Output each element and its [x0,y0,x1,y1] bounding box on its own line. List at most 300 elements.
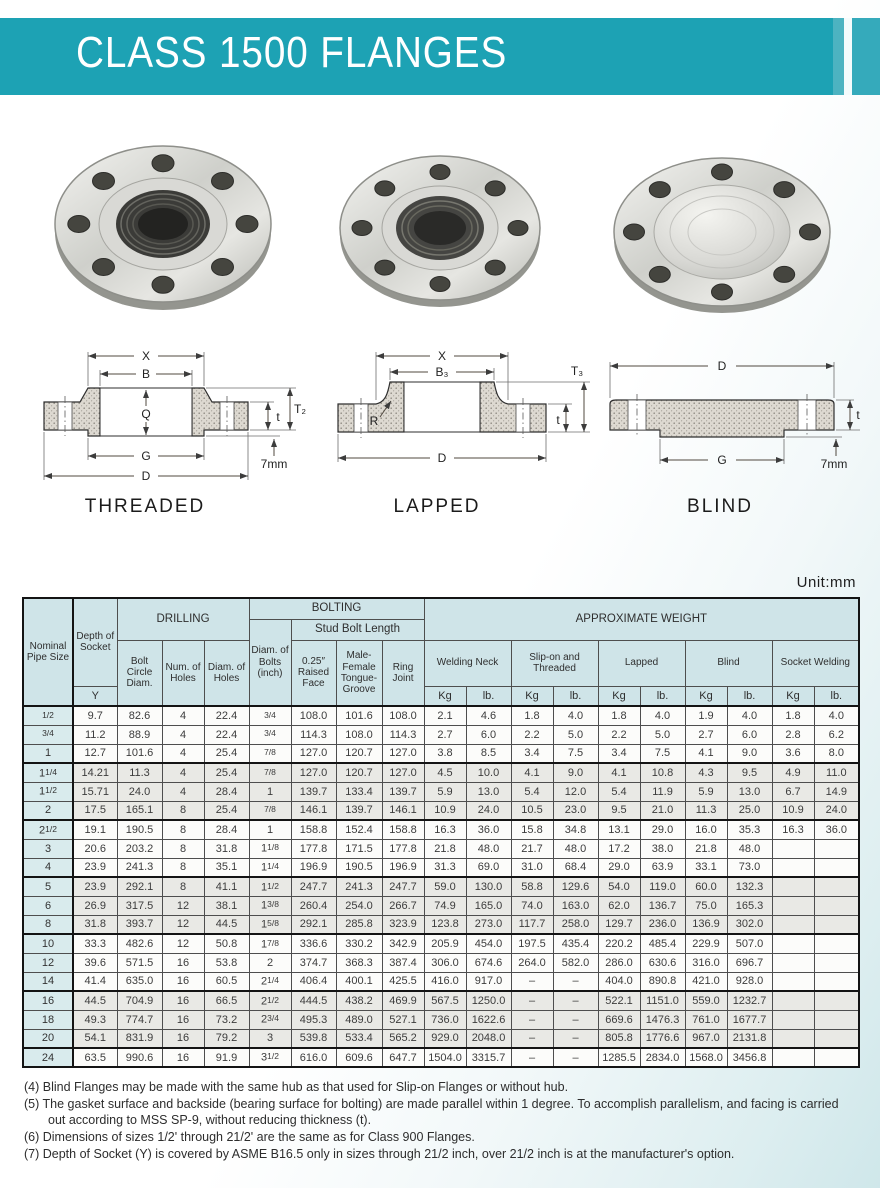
table-cell: 11/2 [249,877,291,896]
table-cell: 696.7 [727,953,772,972]
table-cell: 108.0 [382,706,424,725]
table-cell: 11/4 [249,858,291,877]
footnote: (7) Depth of Socket (Y) is covered by ASME B16.5 only in sizes through 21/2 inch, over 21/2 inch is at the manufacturer's option. [24,1147,735,1161]
header-kg: Kg [511,686,553,706]
row-size-cell: 3/4 [23,725,73,744]
table-cell: 1677.7 [727,1010,772,1029]
table-cell: 63.5 [73,1048,117,1067]
table-cell: 582.0 [553,953,598,972]
caption-lapped: LAPPED [393,496,481,517]
table-cell: 10.9 [772,801,814,820]
row-size-cell: 21/2 [23,820,73,839]
table-cell: 165.0 [466,896,511,915]
table-cell: 41.4 [73,972,117,991]
table-cell: 23.9 [73,877,117,896]
table-cell: 16.0 [685,820,727,839]
table-cell: 8 [162,839,204,858]
table-row [23,706,859,725]
table-cell: 2 [249,953,291,972]
dim-label-b: B [141,367,151,381]
table-cell: 9.0 [553,763,598,782]
table-cell: 527.1 [382,1010,424,1029]
table-cell: 123.8 [424,915,466,934]
table-cell: 9.5 [727,763,772,782]
table-cell: 127.0 [291,763,336,782]
dim-label-b3: B₃ [435,365,449,379]
table-cell: 2.7 [424,725,466,744]
table-cell: 507.0 [727,934,772,953]
table-row [23,763,859,782]
table-cell: 165.1 [117,801,162,820]
table-cell: 1.8 [511,706,553,725]
table-cell: 416.0 [424,972,466,991]
table-cell [772,1048,814,1067]
table-cell: 1250.0 [466,991,511,1010]
header-lb: lb. [814,686,859,706]
table-cell: 736.0 [424,1010,466,1029]
unit-label: Unit:mm [796,574,856,591]
table-cell: 1151.0 [640,991,685,1010]
table-cell: 16 [162,1048,204,1067]
header-kg: Kg [685,686,727,706]
table-cell: 28.4 [204,782,249,801]
header-diam-bolts: Diam. of Bolts (inch) [249,619,291,706]
row-size-cell: 6 [23,896,73,915]
table-cell: 438.2 [336,991,382,1010]
table-cell: 205.9 [424,934,466,953]
table-cell [772,896,814,915]
table-cell: 136.7 [640,896,685,915]
table-cell: 74.0 [511,896,553,915]
table-cell: 12 [162,896,204,915]
table-cell: 5.0 [553,725,598,744]
table-cell: 444.5 [291,991,336,1010]
table-cell: 129.6 [553,877,598,896]
table-cell: 4 [162,725,204,744]
row-size-cell: 16 [23,991,73,1010]
row-size-cell: 1 [23,744,73,763]
table-cell: 16.3 [772,820,814,839]
header-male-female: Male-Female Tongue-Groove [336,640,382,706]
table-cell: 21/4 [249,972,291,991]
table-cell: 616.0 [291,1048,336,1067]
dim-label-d: D [717,359,727,373]
table-cell: 21.8 [685,839,727,858]
table-cell: 127.0 [382,763,424,782]
table-row [23,858,859,877]
table-cell: 197.5 [511,934,553,953]
table-row [23,877,859,896]
table-cell: 63.9 [640,858,685,877]
banner-end-stripe [852,18,880,95]
table-row [23,820,859,839]
table-cell: 23.0 [553,801,598,820]
table-row [23,915,859,934]
table-cell: 12.0 [553,782,598,801]
table-cell: 9.5 [598,801,640,820]
header-approx-weight: APPROXIMATE WEIGHT [424,598,859,640]
table-cell: 8 [162,858,204,877]
header-kg: Kg [772,686,814,706]
table-cell: 374.7 [291,953,336,972]
table-cell: 33.3 [73,934,117,953]
table-cell: 7/8 [249,744,291,763]
table-cell [772,953,814,972]
table-cell [772,972,814,991]
table-cell: 101.6 [117,744,162,763]
table-cell: 16 [162,953,204,972]
header-kg: Kg [598,686,640,706]
table-cell: 258.0 [553,915,598,934]
table-cell: 11.2 [73,725,117,744]
table-cell: 5.4 [598,782,640,801]
table-cell: 54.1 [73,1029,117,1048]
table-cell: – [553,1010,598,1029]
table-cell: 12 [162,915,204,934]
table-cell: 58.8 [511,877,553,896]
table-cell: 12 [162,934,204,953]
table-cell: 9.7 [73,706,117,725]
table-cell [814,839,859,858]
table-cell: 485.4 [640,934,685,953]
caption-threaded: THREADED [84,496,206,517]
table-row [23,991,859,1010]
table-cell: 2.2 [511,725,553,744]
table-cell: 139.7 [291,782,336,801]
table-cell: 831.9 [117,1029,162,1048]
table-cell: 3.6 [772,744,814,763]
row-size-cell: 10 [23,934,73,953]
table-cell: 406.4 [291,972,336,991]
table-cell: 254.0 [336,896,382,915]
table-cell: – [553,1029,598,1048]
table-cell: 44.5 [204,915,249,934]
table-cell: 2.7 [685,725,727,744]
table-cell: 133.4 [336,782,382,801]
table-cell: 73.0 [727,858,772,877]
header-num-holes: Num. of Holes [162,640,204,706]
table-cell [814,877,859,896]
table-cell: 1504.0 [424,1048,466,1067]
table-cell: 7.5 [553,744,598,763]
table-cell [772,839,814,858]
dim-label-t: t [556,413,560,427]
table-cell: 3.4 [598,744,640,763]
table-cell: 13.0 [466,782,511,801]
table-cell: 1.8 [772,706,814,725]
table-cell: 805.8 [598,1029,640,1048]
header-lb: lb. [466,686,511,706]
table-cell: 1776.6 [640,1029,685,1048]
table-cell: 203.2 [117,839,162,858]
flange-dimension-table [22,597,860,1068]
blind-flange-diagram [588,342,868,492]
table-cell: 75.0 [685,896,727,915]
table-cell: 24.0 [466,801,511,820]
table-cell: 292.1 [117,877,162,896]
table-cell: 59.0 [424,877,466,896]
table-cell: 7.5 [640,744,685,763]
footnote: (4) Blind Flanges may be made with the same hub as that used for Slip-on Flanges or without hub. [24,1080,569,1094]
table-cell: 5.0 [640,725,685,744]
table-cell: 23.9 [73,858,117,877]
table-cell: 48.0 [466,839,511,858]
table-cell [814,953,859,972]
table-cell: – [511,1010,553,1029]
table-cell: 22.4 [204,706,249,725]
table-cell: 4 [162,744,204,763]
table-cell: 114.3 [291,725,336,744]
table-cell: 25.0 [727,801,772,820]
table-cell: 454.0 [466,934,511,953]
table-cell [814,1048,859,1067]
table-cell: 60.5 [204,972,249,991]
table-cell: 220.2 [598,934,640,953]
table-row [23,1048,859,1067]
table-cell: 567.5 [424,991,466,1010]
table-cell: 146.1 [382,801,424,820]
table-body [23,706,859,1067]
table-cell: 1476.3 [640,1010,685,1029]
header-depth-of-socket: Depth of Socket [73,598,117,686]
table-cell: 11.3 [117,763,162,782]
dim-label-r: R [369,414,379,428]
table-cell: 421.0 [685,972,727,991]
table-cell: 177.8 [291,839,336,858]
table-row [23,972,859,991]
table-cell: 317.5 [117,896,162,915]
table-cell: 2.2 [598,725,640,744]
header-kg: Kg [424,686,466,706]
row-size-cell: 20 [23,1029,73,1048]
table-cell [814,896,859,915]
table-cell: 264.0 [511,953,553,972]
table-cell: 11/8 [249,839,291,858]
table-cell: 2048.0 [466,1029,511,1048]
table-cell: 404.0 [598,972,640,991]
table-cell: 127.0 [382,744,424,763]
table-cell: 16 [162,972,204,991]
table-cell: 4.1 [685,744,727,763]
header-y: Y [73,686,117,706]
header-stud-bolt-length: Stud Bolt Length [291,619,424,640]
table-cell [814,934,859,953]
table-cell: 25.4 [204,801,249,820]
table-cell: 1 [249,782,291,801]
table-cell [772,858,814,877]
table-row [23,934,859,953]
table-cell: 21.0 [640,801,685,820]
table-cell: 48.0 [553,839,598,858]
table-cell: 10.8 [640,763,685,782]
table-cell: 31.8 [73,915,117,934]
table-cell: 196.9 [291,858,336,877]
caption-blind: BLIND [687,496,753,517]
table-cell: 669.6 [598,1010,640,1029]
table-cell: 241.3 [117,858,162,877]
table-cell: 74.9 [424,896,466,915]
table-cell: 2.8 [772,725,814,744]
row-size-cell: 11/4 [23,763,73,782]
table-cell: 4.9 [772,763,814,782]
table-cell: 425.5 [382,972,424,991]
table-cell [772,915,814,934]
dim-label-g: G [717,453,727,467]
row-size-cell: 11/2 [23,782,73,801]
table-cell: 31.8 [204,839,249,858]
row-size-cell: 12 [23,953,73,972]
table-cell: 33.1 [685,858,727,877]
table-cell: – [553,1048,598,1067]
table-cell: 4.1 [598,763,640,782]
table-cell: 6.7 [772,782,814,801]
table-cell: 38.0 [640,839,685,858]
table-cell: 3/4 [249,725,291,744]
table-cell: 5.9 [424,782,466,801]
table-cell: 50.8 [204,934,249,953]
table-cell: 967.0 [685,1029,727,1048]
table-cell: 1.9 [685,706,727,725]
table-cell: 1.8 [598,706,640,725]
table-cell: 495.3 [291,1010,336,1029]
table-row [23,896,859,915]
table-cell: 31/2 [249,1048,291,1067]
table-cell: 522.1 [598,991,640,1010]
table-cell: 4 [162,763,204,782]
table-row [23,1010,859,1029]
table-cell: 674.6 [466,953,511,972]
table-cell: 23/4 [249,1010,291,1029]
table-cell: 108.0 [291,706,336,725]
header-bolting: BOLTING [249,598,424,619]
table-cell: 25.4 [204,763,249,782]
table-cell: 387.4 [382,953,424,972]
dim-label-t2: T₂ [294,402,306,416]
table-cell: 4.0 [640,706,685,725]
header-ring-joint: Ring Joint [382,640,424,706]
table-cell: 36.0 [466,820,511,839]
table-cell: 2834.0 [640,1048,685,1067]
footnote: (6) Dimensions of sizes 1/2' through 21/2' are the same as for Class 900 Flanges. [24,1130,475,1144]
table-cell: 127.0 [291,744,336,763]
table-cell: 10.5 [511,801,553,820]
table-cell: 108.0 [336,725,382,744]
table-cell: 13/8 [249,896,291,915]
table-cell: 1 [249,820,291,839]
table-cell: 704.9 [117,991,162,1010]
table-cell: 285.8 [336,915,382,934]
table-cell: 286.0 [598,953,640,972]
table-cell: 38.1 [204,896,249,915]
table-cell: 7/8 [249,801,291,820]
table-cell: 36.0 [814,820,859,839]
table-cell: 29.0 [598,858,640,877]
table-cell: 120.7 [336,763,382,782]
table-cell: 20.6 [73,839,117,858]
table-cell: 630.6 [640,953,685,972]
table-cell: 342.9 [382,934,424,953]
table-cell: 316.0 [685,953,727,972]
table-row [23,725,859,744]
row-size-cell: 5 [23,877,73,896]
table-cell: 53.8 [204,953,249,972]
table-cell: 761.0 [685,1010,727,1029]
table-cell: 4.1 [511,763,553,782]
table-cell: 117.7 [511,915,553,934]
table-cell: 22.4 [204,725,249,744]
table-cell: 35.1 [204,858,249,877]
table-cell: 25.4 [204,744,249,763]
table-cell [814,1029,859,1048]
header-blind: Blind [685,640,772,686]
table-row [23,744,859,763]
table-cell: 114.3 [382,725,424,744]
table-row [23,801,859,820]
table-cell: 3456.8 [727,1048,772,1067]
header-raised-face: 0.25″ Raised Face [291,640,336,706]
table-cell: 774.7 [117,1010,162,1029]
dim-label-t: t [856,408,860,422]
table-cell: 13.1 [598,820,640,839]
table-cell: 3.8 [424,744,466,763]
table-cell: 273.0 [466,915,511,934]
table-cell: 229.9 [685,934,727,953]
table-cell: 17/8 [249,934,291,953]
dim-label-q: Q [141,407,151,421]
row-size-cell: 3 [23,839,73,858]
header-lb: lb. [553,686,598,706]
table-cell: 190.5 [117,820,162,839]
table-cell: 990.6 [117,1048,162,1067]
table-cell: 139.7 [336,801,382,820]
table-cell [772,934,814,953]
table-cell: – [511,991,553,1010]
table-cell: 8 [162,820,204,839]
table-cell: 5.4 [511,782,553,801]
table-cell: 11.3 [685,801,727,820]
table-cell: 260.4 [291,896,336,915]
table-cell: 15.8 [511,820,553,839]
table-cell: 336.6 [291,934,336,953]
row-size-cell: 14 [23,972,73,991]
table-cell: 4 [162,706,204,725]
table-cell [772,1029,814,1048]
page-title: CLASS 1500 FLANGES [76,28,508,77]
table-cell: 8.0 [814,744,859,763]
dim-label-x: X [437,349,447,363]
table-cell: 24.0 [814,801,859,820]
table-cell: 4.5 [424,763,466,782]
table-cell: 28.4 [204,820,249,839]
table-cell: 4.0 [727,706,772,725]
table-cell: 29.0 [640,820,685,839]
row-size-cell: 4 [23,858,73,877]
header-bolt-circle: Bolt Circle Diam. [117,640,162,706]
header-lb: lb. [640,686,685,706]
threaded-flange-diagram [28,342,318,492]
table-cell: 68.4 [553,858,598,877]
table-cell: 247.7 [291,877,336,896]
table-cell: 4.0 [814,706,859,725]
table-cell [814,915,859,934]
table-cell: 24.0 [117,782,162,801]
table-cell: 66.5 [204,991,249,1010]
table-cell: 69.0 [466,858,511,877]
lapped-flange-photo [318,132,566,330]
table-cell: 306.0 [424,953,466,972]
dim-label-7mm: 7mm [260,457,288,471]
table-cell: 132.3 [727,877,772,896]
